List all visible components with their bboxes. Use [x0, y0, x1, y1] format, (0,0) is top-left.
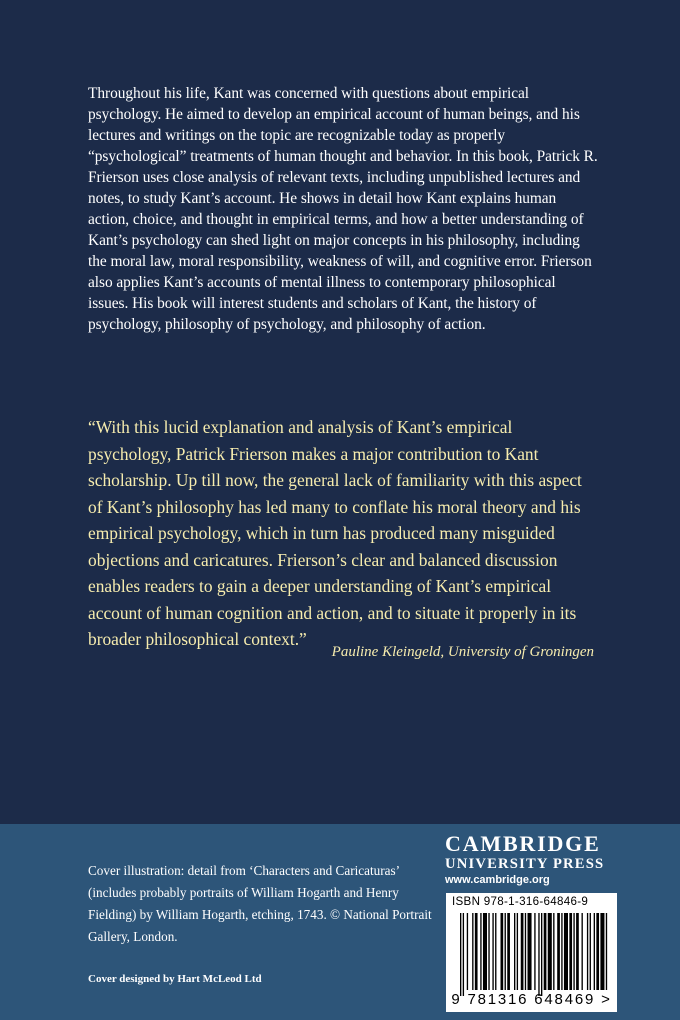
publisher-subtitle: UNIVERSITY PRESS	[445, 856, 605, 872]
cover-designer-credit: Cover designed by Hart McLeod Ltd	[88, 973, 262, 985]
cover-footer	[0, 824, 680, 1020]
publisher-name: CAMBRIDGE	[445, 831, 601, 856]
barcode-bar	[600, 913, 604, 990]
barcode-bar	[582, 913, 583, 990]
book-description: Throughout his life, Kant was concerned with questions about empirical psychology. He aimed to develop an empirical account of human beings, and his lectures and writings on the topic are recognizable today as properly “psychological” treatments of human thought and behavior. In this book, Patrick R. Frierson uses close analysis of relevant texts, including unpublished lectures and notes, to study Kant’s account. He shows in detail how Kant explains human action, choice, and thought in empirical terms, and how a better understanding of Kant’s psychology can shed light on major concepts in his philosophy, including the moral law, moral responsibility, weakness of will, and cognitive error. Frierson also applies Kant’s accounts of mental illness to contemporary philosophical issues. His book will interest students and scholars of Kant, the history of psychology, philosophy of psychology, and philosophy of action.	[88, 85, 598, 333]
publisher-logo	[445, 832, 620, 886]
barcode-bar	[569, 913, 572, 990]
barcode-bar	[534, 913, 535, 990]
barcode-bar	[573, 913, 574, 990]
barcode-bar	[576, 913, 579, 990]
barcode-bar	[488, 913, 489, 990]
isbn-label: ISBN 978-1-316-64846-9	[452, 895, 589, 908]
barcode-bar	[460, 913, 461, 996]
barcode-bar	[467, 913, 468, 990]
barcode-bar	[521, 913, 524, 990]
barcode-bar	[564, 913, 568, 990]
barcode-bar	[463, 913, 464, 996]
barcode-bar	[541, 913, 542, 996]
barcode-bar	[505, 913, 506, 990]
barcode-bar	[587, 913, 588, 990]
barcode-bar	[480, 913, 481, 990]
barcode-bar	[483, 913, 487, 990]
barcode-digits: 9 781316 648469 >	[451, 991, 612, 1008]
barcode-bar	[472, 913, 473, 990]
barcode-bar	[561, 913, 562, 990]
barcode-bar	[475, 913, 478, 990]
cover-illustration-credit: Cover illustration: detail from ‘Characters and Caricaturas’ (includes probably portraits of William Hogarth and Henry Fielding) by William Hogarth, etching, 1743. © National Portrait Gallery, London.	[88, 863, 432, 944]
barcode-bar	[514, 913, 515, 990]
barcode-bar	[548, 913, 552, 990]
barcode-bar	[544, 913, 547, 990]
barcode-bar	[553, 913, 554, 990]
barcode-bar	[528, 913, 532, 990]
endorsement-quote: “With this lucid explanation and analysis of Kant’s empirical psychology, Patrick Frierson makes a major contribution to Kant scholarship. Up till now, the general lack of familiarity with this aspect of Kant’s philosophy has led many to conflate his moral theory and his empirical psychology, which in turn has produced many misguided objections and caricatures. Frierson’s clear and balanced discussion enables readers to gain a deeper understanding of Kant’s empirical account of human cognition and action, and to situate it properly in its broader philosophical context.”	[88, 417, 582, 649]
barcode-bar	[525, 913, 526, 990]
barcode-bar	[517, 913, 518, 990]
barcode-bar	[606, 913, 607, 990]
barcode-bar	[557, 913, 560, 990]
endorsement-attribution: Pauline Kleingeld, University of Groningen	[331, 644, 594, 660]
barcode-bar	[594, 913, 595, 990]
barcode-bar	[538, 913, 539, 996]
barcode-bar	[495, 913, 496, 990]
barcode-bar	[507, 913, 510, 990]
publisher-url: www.cambridge.org	[445, 874, 550, 886]
isbn-barcode	[446, 893, 617, 1012]
barcode-bar	[590, 913, 591, 990]
barcode-bar	[596, 913, 599, 990]
barcode-bar	[492, 913, 493, 990]
barcode-bar	[501, 913, 504, 990]
